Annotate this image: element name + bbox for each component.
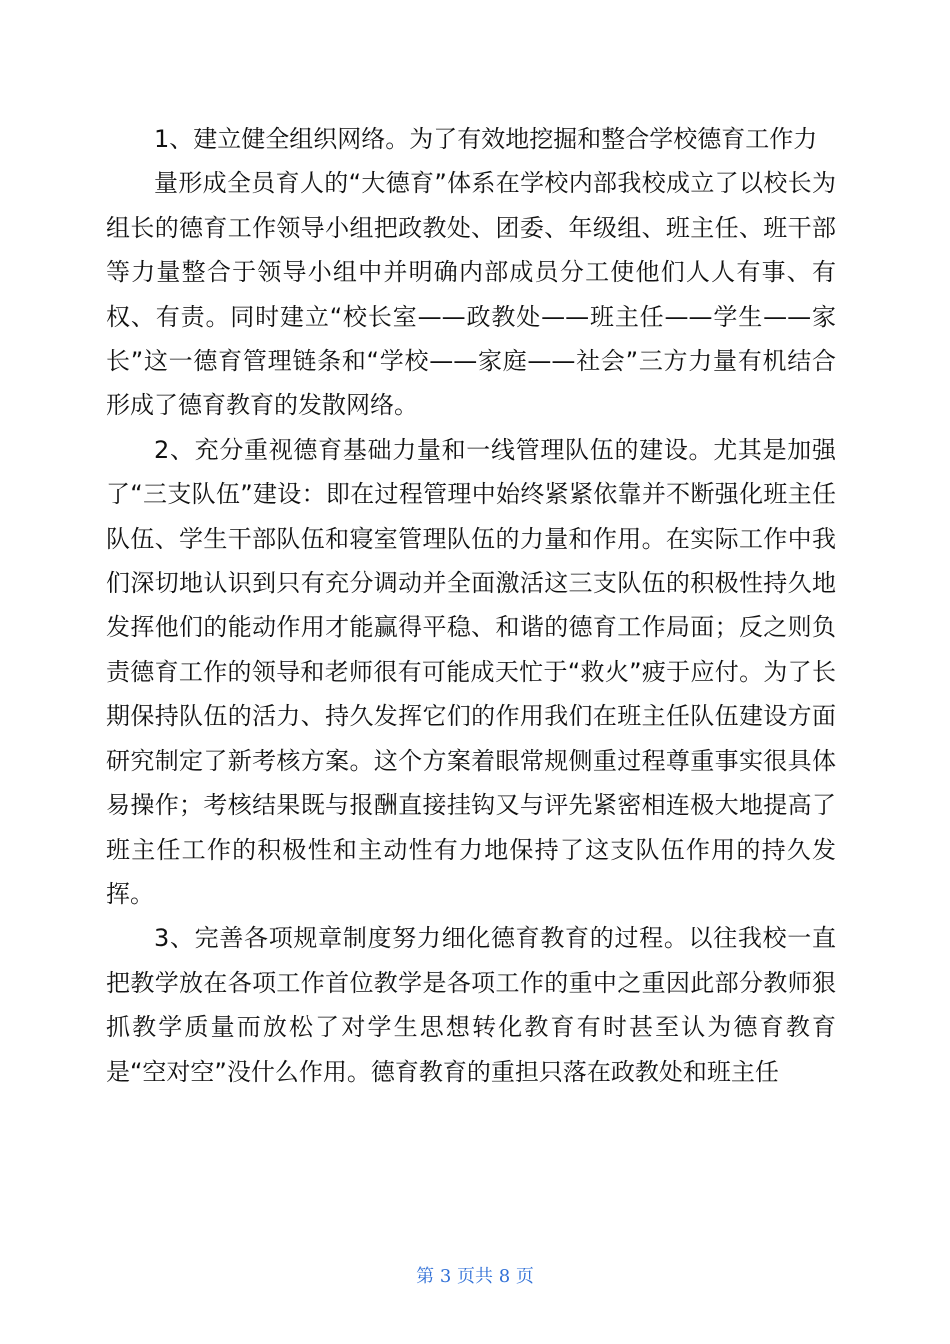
- document-body: [106, 117, 836, 1094]
- paragraph-1: 1、建立健全组织网络。为了有效地挖掘和整合学校德育工作力: [154, 125, 818, 153]
- paragraph-2: 量形成全员育人的“大德育”体系在学校内部我校成立了以校长为组长的德育工作领导小组把政教处、团委、年级组、班主任、班干部等力量整合于领导小组中并明确内部成员分工使他们人人有事、有权、有责。同时建立“校长室——政教处——班主任——学生——家长”这一德育管理链条和“学校——家庭——社会”三方力量有机结合形成了德育教育的发散网络。: [106, 169, 836, 420]
- paragraph-3: 2、充分重视德育基础力量和一线管理队伍的建设。尤其是加强了“三支队伍”建设：即在过程管理中始终紧紧依靠并不断强化班主任队伍、学生干部队伍和寝室管理队伍的力量和作用。在实际工作中我们深切地认识到只有充分调动并全面激活这三支队伍的积极性持久地发挥他们的能动作用才能赢得平稳、和谐的德育工作局面；反之则负责德育工作的领导和老师很有可能成天忙于“救火”疲于应付。为了长期保持队伍的活力、持久发挥它们的作用我们在班主任队伍建设方面研究制定了新考核方案。这个方案着眼常规侧重过程尊重事实很具体易操作；考核结果既与报酬直接挂钩又与评先紧密相连极大地提高了班主任工作的积极性和主动性有力地保持了这支队伍作用的持久发挥。: [106, 435, 836, 908]
- page-number-footer: 第 3 页共 8 页: [416, 1266, 534, 1287]
- paragraph-4: 3、完善各项规章制度努力细化德育教育的过程。以往我校一直把教学放在各项工作首位教学是各项工作的重中之重因此部分教师狠抓教学质量而放松了对学生思想转化教育有时甚至认为德育教育是“空对空”没什么作用。德育教育的重担只落在政教处和班主任: [106, 924, 836, 1086]
